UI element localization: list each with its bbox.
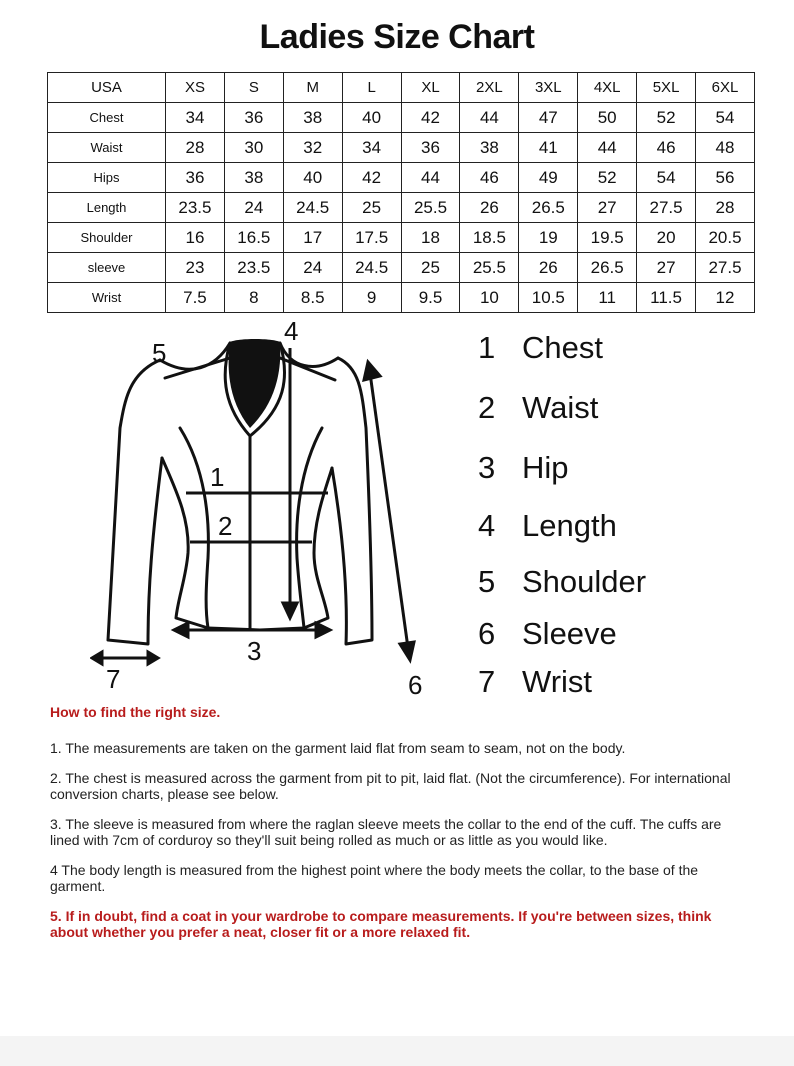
left-sleeve-outline (108, 360, 162, 644)
instructions-heading: How to find the right size. (50, 704, 221, 720)
table-cell: 38 (224, 163, 283, 193)
marker-1: 1 (210, 462, 225, 492)
size-table (47, 72, 755, 313)
legend-label: Hip (522, 450, 569, 485)
legend-label: Sleeve (522, 616, 617, 651)
table-cell: 44 (578, 133, 637, 163)
legend-number: 4 (478, 508, 496, 543)
header-cell: 5XL (637, 73, 696, 103)
table-cell: 34 (342, 133, 401, 163)
row-label: sleeve (48, 253, 166, 283)
table-row (48, 103, 755, 133)
marker-5: 5 (152, 338, 167, 368)
table-cell: 48 (696, 133, 755, 163)
header-cell: USA (48, 73, 166, 103)
sleeve-measure-line (370, 373, 408, 648)
legend-number: 2 (478, 390, 496, 425)
legend-number: 3 (478, 450, 496, 485)
table-cell: 54 (696, 103, 755, 133)
row-label: Chest (48, 103, 166, 133)
table-cell: 44 (401, 163, 460, 193)
legend-item (478, 330, 603, 366)
table-cell: 8 (224, 283, 283, 313)
table-row (48, 133, 755, 163)
wrist-arrow-right (148, 652, 158, 664)
table-cell: 52 (637, 103, 696, 133)
table-cell: 12 (696, 283, 755, 313)
table-row (48, 253, 755, 283)
table-cell: 56 (696, 163, 755, 193)
marker-4: 4 (284, 318, 299, 346)
legend-label: Shoulder (522, 564, 647, 599)
table-cell: 36 (166, 163, 225, 193)
footer-band (0, 1036, 794, 1066)
table-cell: 27.5 (696, 253, 755, 283)
legend-number: 6 (478, 616, 496, 651)
table-cell: 49 (519, 163, 578, 193)
legend-label: Chest (522, 330, 603, 365)
table-cell: 25 (401, 253, 460, 283)
table-cell: 24.5 (283, 193, 342, 223)
legend-label: Waist (522, 390, 599, 425)
table-cell: 52 (578, 163, 637, 193)
table-cell: 17 (283, 223, 342, 253)
table-header-row (48, 73, 755, 103)
marker-7: 7 (106, 664, 121, 694)
table-cell: 34 (166, 103, 225, 133)
sleeve-arrow-top (364, 362, 380, 380)
legend-label: Length (522, 508, 617, 543)
table-cell: 30 (224, 133, 283, 163)
table-row (48, 163, 755, 193)
table-cell: 20.5 (696, 223, 755, 253)
legend-item (478, 616, 617, 652)
table-cell: 19 (519, 223, 578, 253)
table-cell: 47 (519, 103, 578, 133)
table-cell: 23.5 (224, 253, 283, 283)
jacket-diagram (90, 318, 440, 698)
marker-3: 3 (247, 636, 262, 666)
table-cell: 42 (401, 103, 460, 133)
table-cell: 24.5 (342, 253, 401, 283)
table-cell: 32 (283, 133, 342, 163)
header-cell: S (224, 73, 283, 103)
header-cell: XL (401, 73, 460, 103)
table-cell: 11 (578, 283, 637, 313)
table-cell: 8.5 (283, 283, 342, 313)
row-label: Length (48, 193, 166, 223)
table-cell: 40 (283, 163, 342, 193)
table-cell: 38 (460, 133, 519, 163)
table-cell: 26 (519, 253, 578, 283)
marker-6: 6 (408, 670, 423, 698)
table-cell: 10 (460, 283, 519, 313)
table-cell: 26.5 (578, 253, 637, 283)
instruction-paragraph: 3. The sleeve is measured from where the raglan sleeve meets the collar to the end of the cuff. The cuffs are lined with 7cm of corduroy so they'll suit being rolled as much or as little as you would like. (50, 816, 722, 848)
table-row (48, 223, 755, 253)
jacket-body-outline (162, 458, 332, 630)
sleeve-arrow-bottom (400, 642, 414, 660)
table-cell: 50 (578, 103, 637, 133)
table-cell: 18.5 (460, 223, 519, 253)
table-cell: 27 (578, 193, 637, 223)
length-arrow-down (283, 603, 297, 618)
table-cell: 54 (637, 163, 696, 193)
table-cell: 36 (224, 103, 283, 133)
legend-item (478, 450, 569, 486)
table-cell: 46 (637, 133, 696, 163)
header-cell: 3XL (519, 73, 578, 103)
legend-item (478, 508, 617, 544)
legend-item (478, 564, 646, 600)
table-cell: 24 (283, 253, 342, 283)
table-cell: 17.5 (342, 223, 401, 253)
row-label: Shoulder (48, 223, 166, 253)
table-cell: 25.5 (401, 193, 460, 223)
table-cell: 36 (401, 133, 460, 163)
size-instructions (50, 704, 750, 954)
header-cell: M (283, 73, 342, 103)
row-label: Wrist (48, 283, 166, 313)
header-cell: XS (166, 73, 225, 103)
table-cell: 24 (224, 193, 283, 223)
instruction-paragraph-advice: 5. If in doubt, find a coat in your wardrobe to compare measurements. If you're between sizes, think about whether you prefer a neat, closer fit or a more relaxed fit. (50, 908, 712, 940)
table-cell: 11.5 (637, 283, 696, 313)
table-row (48, 283, 755, 313)
table-cell: 44 (460, 103, 519, 133)
header-cell: 4XL (578, 73, 637, 103)
legend-number: 5 (478, 564, 496, 599)
legend-label: Wrist (522, 664, 593, 699)
table-cell: 9 (342, 283, 401, 313)
table-cell: 41 (519, 133, 578, 163)
table-cell: 9.5 (401, 283, 460, 313)
header-cell: 2XL (460, 73, 519, 103)
page-title: Ladies Size Chart (259, 18, 535, 56)
instruction-paragraph: 2. The chest is measured across the garment from pit to pit, laid flat. (Not the circumference). For international conversion charts, please see below. (50, 770, 731, 802)
table-cell: 27.5 (637, 193, 696, 223)
table-cell: 10.5 (519, 283, 578, 313)
hip-arrow-right (316, 623, 330, 637)
legend-number: 7 (478, 664, 496, 699)
table-cell: 40 (342, 103, 401, 133)
table-cell: 25.5 (460, 253, 519, 283)
table-cell: 28 (696, 193, 755, 223)
table-cell: 26 (460, 193, 519, 223)
table-cell: 46 (460, 163, 519, 193)
table-cell: 28 (166, 133, 225, 163)
table-cell: 27 (637, 253, 696, 283)
seam-line (297, 428, 322, 628)
hip-arrow-left (174, 623, 188, 637)
table-cell: 42 (342, 163, 401, 193)
header-cell: L (342, 73, 401, 103)
legend-item (478, 664, 592, 700)
row-label: Waist (48, 133, 166, 163)
table-cell: 16.5 (224, 223, 283, 253)
instruction-paragraph: 4 The body length is measured from the highest point where the body meets the collar, to the base of the garment. (50, 862, 699, 894)
instruction-paragraph: 1. The measurements are taken on the garment laid flat from seam to seam, not on the body. (50, 740, 626, 756)
header-cell: 6XL (696, 73, 755, 103)
table-cell: 19.5 (578, 223, 637, 253)
wrist-arrow-left (92, 652, 102, 664)
legend-item (478, 390, 598, 426)
table-cell: 26.5 (519, 193, 578, 223)
table-cell: 7.5 (166, 283, 225, 313)
legend-number: 1 (478, 330, 496, 365)
table-cell: 20 (637, 223, 696, 253)
table-cell: 25 (342, 193, 401, 223)
right-sleeve-outline (332, 358, 372, 644)
seam-line (180, 428, 208, 628)
table-cell: 18 (401, 223, 460, 253)
table-cell: 23.5 (166, 193, 225, 223)
table-cell: 16 (166, 223, 225, 253)
table-cell: 38 (283, 103, 342, 133)
row-label: Hips (48, 163, 166, 193)
marker-2: 2 (218, 511, 233, 541)
table-cell: 23 (166, 253, 225, 283)
table-row (48, 193, 755, 223)
